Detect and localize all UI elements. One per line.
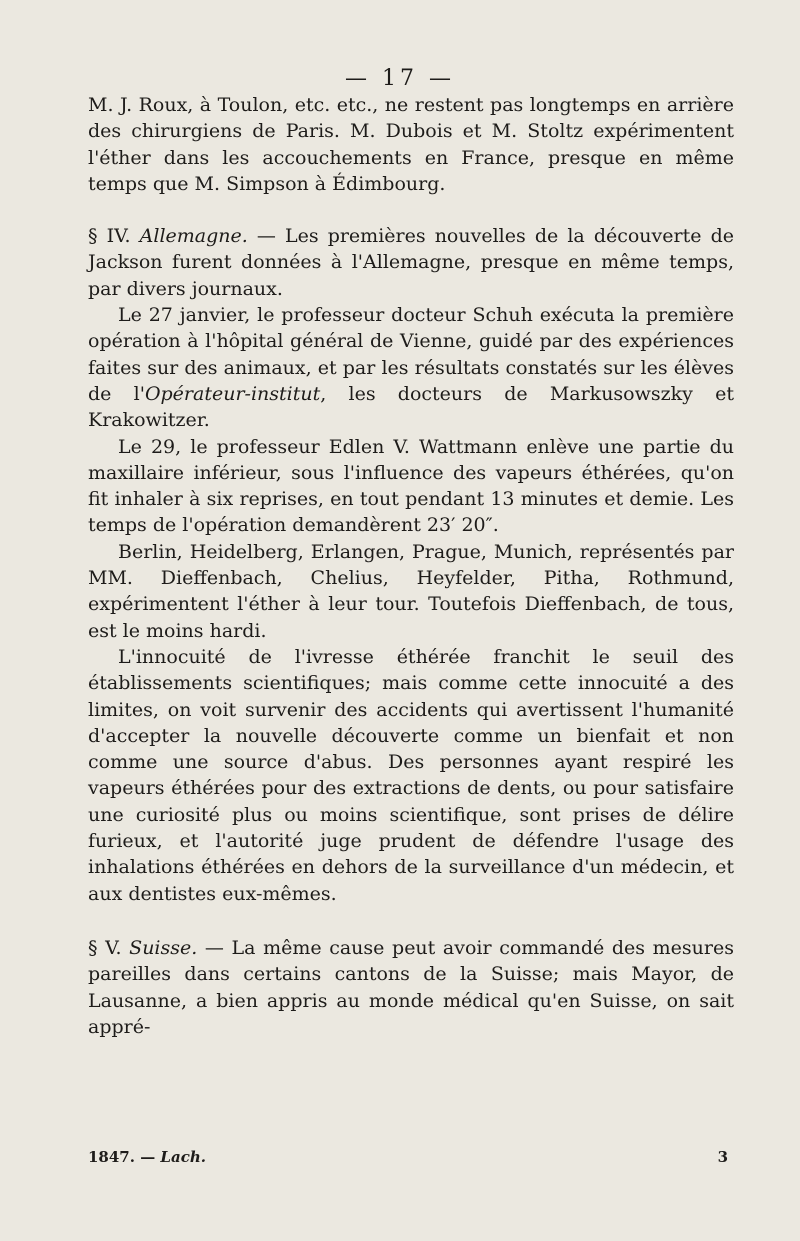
- paragraph-wattmann: Le 29, le professeur Edlen V. Wattmann enlève une partie du maxillaire inférieur, sous l'influence des vapeurs éthérées, qu'on fit inhaler à six reprises, en tout pendant 13 minutes et demie. Les temps de l'opération demandèrent 23′ 20″.: [88, 435, 734, 537]
- section-suisse: [88, 935, 734, 1040]
- paragraph-intro: M. J. Roux, à Toulon, etc. etc., ne restent pas longtemps en arrière des chirurgiens de Paris. M. Dubois et M. Stoltz expérimentent l'éther dans les accouchements en France, presque en même temps que M. Simpson à Édimbourg.: [88, 94, 734, 195]
- page-number: — 17 —: [345, 66, 455, 91]
- paragraph-schuh: Le 27 janvier, le professeur docteur Schuh exécuta la première opération à l'hôpital général de Vienne, guidé par des expériences faites sur des animaux, et par les résultats constatés sur les élèves de l'Opérateur-institut, les docteurs de Markusowszky et Krakowitzer.: [88, 304, 734, 432]
- section-title: Suisse.: [129, 936, 198, 959]
- section-number: § V.: [88, 936, 130, 959]
- footer-source: 1847. — Lach.: [88, 1148, 206, 1166]
- page-footer: [88, 1148, 734, 1166]
- paragraph-cities: Berlin, Heidelberg, Erlangen, Prague, Munich, représentés par MM. Dieffenbach, Chelius, Heyfelder, Pitha, Rothmund, expérimentent l'éther à leur tour. Toutefois Dieffenbach, de tous, est le moins hardi.: [88, 540, 734, 642]
- section-allemagne: [88, 223, 734, 302]
- institute-name: Opérateur-institut: [144, 382, 321, 405]
- section-title: Allemagne.: [139, 225, 248, 248]
- page-text: [88, 92, 734, 1040]
- section-number: § IV.: [88, 225, 140, 248]
- signature-mark: 3: [717, 1148, 728, 1166]
- paragraph-innocuite: L'innocuité de l'ivresse éthérée franchit le seuil des établissements scientifiques; mais comme cette innocuité a des limites, on voit survenir des accidents qui avertissent l'humanité d'accepter la nouvelle découverte comme un bienfait et non comme une source d'abus. Des personnes ayant respiré les vapeurs éthérées pour des extractions de dents, ou pour satisfaire une curiosité plus ou moins scientifique, sont prises de délire furieux, et l'autorité juge prudent de défendre l'usage des inhalations éthérées en dehors de la surveillance d'un médecin, et aux dentistes eux-mêmes.: [88, 645, 734, 905]
- section-body: — Les premières nouvelles de la découverte de Jackson furent données à l'Allemagne, presque en même temps, par divers journaux.: [88, 225, 734, 300]
- section-body: — La même cause peut avoir commandé des mesures pareilles dans certains cantons de la Suisse; mais Mayor, de Lausanne, a bien appris au monde médical qu'en Suisse, on sait appré-: [88, 936, 734, 1038]
- section-gap: [88, 907, 734, 935]
- section-gap: [88, 197, 734, 223]
